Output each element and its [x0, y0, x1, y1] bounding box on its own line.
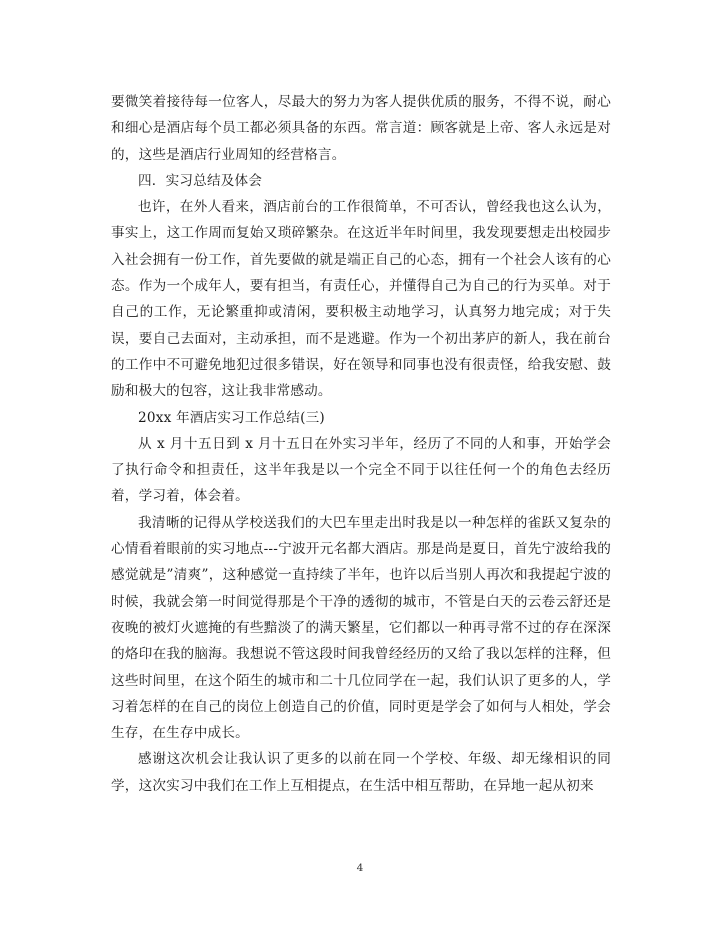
- body-paragraph: 感谢这次机会让我认识了更多的以前在同一个学校、年级、却无缘相识的同学，这次实习中我们在工作上互相提点，在生活中相互帮助，在异地一起从初来: [111, 751, 611, 794]
- body-paragraph: 从 x 月十五日到 x 月十五日在外实习半年，经历了不同的人和事，开始学会了执行命令和担责任，这半年我是以一个完全不同于以往任何一个的角色去经历着，学习着，体会着。: [111, 435, 611, 505]
- body-paragraph: 我清晰的记得从学校送我们的大巴车里走出时我是以一种怎样的雀跃又复杂的心情看着眼前的实习地点---宁波开元名都大酒店。那是尚是夏日，首先宁波给我的感觉就是”清爽”，这种感觉一直持续了半年，也许以后当别人再次和我提起宁波的时候，我就会第一时间觉得那是个干净的透彻的城市，不管是白天的云卷云舒还是夜晚的被灯火遮掩的有些黯淡了的满天繁星，它们都以一种再寻常不过的存在深深的烙印在我的脑海。我想说不管这段时间我曾经经历的又给了我以怎样的注释，但这些时间里，在这个陌生的城市和二十几位同学在一起，我们认识了更多的人，学习着怎样的在自己的岗位上创造自己的价值，同时更是学会了如何与人相处，学会生存，在生存中成长。: [111, 514, 611, 742]
- body-paragraph: 也许，在外人看来，酒店前台的工作很简单，不可否认，曾经我也这么认为，事实上，这工作周而复始又琐碎繁杂。在这近半年时间里，我发现要想走出校园步入社会拥有一份工作，首先要做的就是端正自己的心态，拥有一个社会人该有的心态。作为一个成年人，要有担当，有责任心，并懂得自己为自己的行为买单。对于自己的工作，无论繁重抑或清闲，要积极主动地学习，认真努力地完成；对于失误，要自己去面对，主动承担，而不是逃避。作为一个初出茅庐的新人，我在前台的工作中不可避免地犯过很多错误，好在领导和同事也没有很责怪，给我安慰、鼓励和极大的包容，这让我非常感动。: [111, 199, 611, 400]
- document-body: [111, 89, 611, 799]
- body-paragraph: 要微笑着接待每一位客人，尽最大的努力为客人提供优质的服务，不得不说，耐心和细心是酒店每个员工都必须具备的东西。常言道：顾客就是上帝、客人永远是对的，这些是酒店行业周知的经营格言。: [111, 94, 611, 163]
- page-number: 4: [356, 862, 364, 874]
- section-heading: 20xx 年酒店实习工作总结(三): [138, 409, 325, 426]
- section-heading: 四．实习总结及体会: [138, 172, 263, 189]
